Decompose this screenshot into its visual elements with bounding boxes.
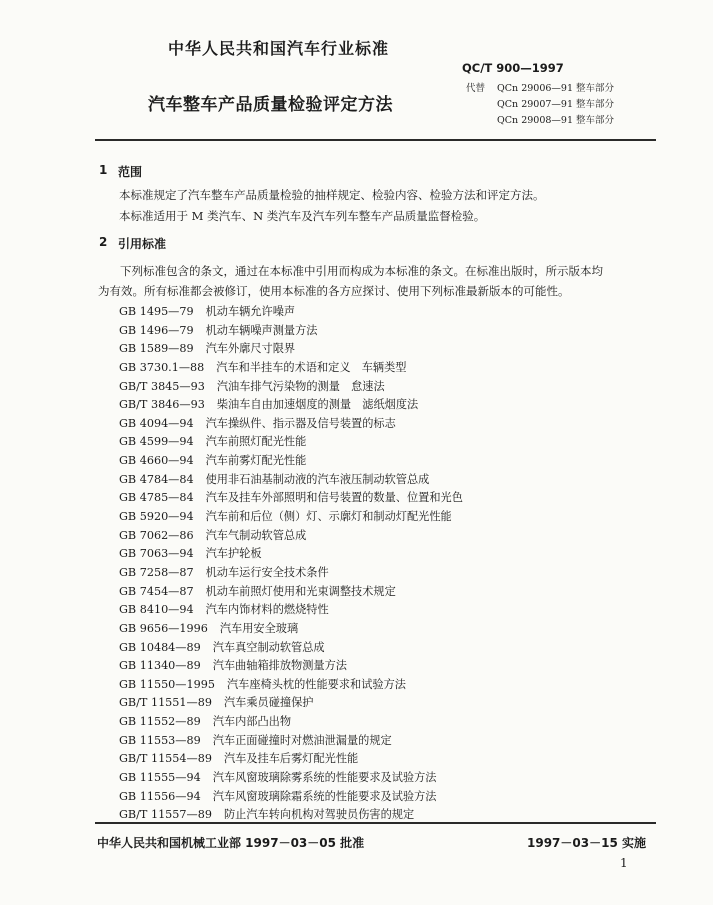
reference-item — [119, 359, 463, 378]
reference-title: 汽车气制动软管总成 — [205, 528, 307, 542]
reference-item — [119, 471, 463, 490]
reference-item — [119, 340, 463, 359]
reference-code: GB/T 3845—93 — [119, 379, 205, 393]
reference-code: GB 7062—86 — [119, 528, 194, 542]
reference-title: 防止汽车转向机构对驾驶员伤害的规定 — [223, 808, 415, 822]
reference-item — [119, 415, 463, 434]
reference-title: 机动车前照灯使用和光束调整技术规定 — [205, 584, 396, 598]
reference-title: 柴油车自由加速烟度的测量 滤纸烟度法 — [216, 398, 419, 412]
reference-item — [119, 433, 463, 452]
reference-item — [119, 769, 463, 788]
replaced-standard: QCn 29006—91 整车部分 — [497, 83, 615, 94]
reference-code: GB 1495—79 — [119, 305, 194, 318]
reference-code: GB 4599—94 — [119, 435, 194, 449]
reference-item — [119, 527, 463, 546]
reference-title: 汽车前和后位（侧）灯、示廓灯和制动灯配光性能 — [205, 510, 452, 524]
reference-code: GB 7063—94 — [119, 547, 194, 561]
reference-item — [119, 396, 463, 415]
reference-item — [119, 303, 463, 322]
reference-title: 汽车外廓尺寸限界 — [205, 342, 296, 356]
reference-item — [119, 694, 463, 713]
reference-list — [119, 303, 463, 825]
scope-paragraph: 本标准规定了汽车整车产品质量检验的抽样规定、检验内容、检验方法和评定方法。 — [119, 188, 545, 202]
header-divider — [95, 139, 656, 141]
reference-item — [119, 601, 463, 620]
reference-code: GB 5920—94 — [119, 510, 194, 524]
reference-code: GB 1589—89 — [119, 342, 194, 356]
reference-item — [119, 750, 463, 769]
reference-code: GB 1496—79 — [119, 323, 194, 337]
standard-category: 中华人民共和国汽车行业标准 — [168, 39, 390, 58]
reference-title: 汽车前雾灯配光性能 — [205, 454, 307, 468]
replaced-standard: QCn 29007—91 整车部分 — [497, 99, 615, 110]
references-intro: 下列标准包含的条文，通过在本标准中引用而构成为本标准的条文。在标准出版时，所示版本均 — [120, 264, 603, 278]
reference-code: GB 9656—1996 — [119, 621, 208, 635]
reference-code: GB 11553—89 — [119, 733, 201, 747]
reference-title: 汽车风窗玻璃除雾系统的性能要求及试验方法 — [212, 771, 437, 785]
reference-title: 机动车辆噪声测量方法 — [205, 323, 318, 337]
replaced-standard: QCn 29008—91 整车部分 — [497, 115, 615, 126]
reference-code: GB 7454—87 — [119, 584, 194, 598]
reference-title: 汽车曲轴箱排放物测量方法 — [212, 659, 347, 673]
reference-item — [119, 657, 463, 676]
reference-code: GB 11340—89 — [119, 659, 201, 673]
replaces-label: 代替 — [466, 83, 486, 94]
reference-title: 使用非石油基制动液的汽车液压制动软管总成 — [205, 472, 430, 486]
reference-title: 汽车乘员碰撞保护 — [223, 696, 314, 710]
reference-title: 汽车内饰材料的燃烧特性 — [205, 603, 329, 617]
reference-title: 汽车前照灯配光性能 — [205, 435, 307, 449]
reference-item — [119, 378, 463, 397]
reference-title: 汽车用安全玻璃 — [219, 621, 299, 635]
page-number: 1 — [620, 856, 628, 870]
effective-date: 1997－03－15 实施 — [527, 836, 646, 850]
reference-code: GB 11552—89 — [119, 715, 201, 729]
standard-code: QC/T 900—1997 — [462, 61, 564, 75]
reference-item — [119, 452, 463, 471]
reference-item — [119, 639, 463, 658]
reference-code: GB/T 3846—93 — [119, 398, 205, 412]
reference-code: GB/T 11551—89 — [119, 696, 212, 710]
reference-title: 机动车辆允许噪声 — [205, 305, 296, 318]
reference-code: GB 4785—84 — [119, 491, 194, 505]
reference-item — [119, 322, 463, 341]
reference-item — [119, 508, 463, 527]
reference-title: 汽车护轮板 — [205, 547, 262, 561]
reference-item — [119, 620, 463, 639]
section-title-scope: 范围 — [118, 165, 143, 179]
reference-item — [119, 564, 463, 583]
standard-title: 汽车整车产品质量检验评定方法 — [148, 95, 393, 115]
section-title-references: 引用标准 — [118, 237, 167, 251]
reference-code: GB 4660—94 — [119, 454, 194, 468]
footer-divider — [95, 822, 656, 824]
reference-code: GB 11550—1995 — [119, 677, 215, 691]
reference-code: GB 4094—94 — [119, 416, 194, 430]
reference-item — [119, 713, 463, 732]
reference-code: GB 8410—94 — [119, 603, 194, 617]
approval-line: 中华人民共和国机械工业部 1997－03－05 批准 — [97, 836, 365, 850]
reference-item — [119, 788, 463, 807]
reference-title: 汽车及挂车后雾灯配光性能 — [223, 752, 359, 766]
reference-title: 汽车操纵件、指示器及信号装置的标志 — [205, 416, 396, 430]
reference-title: 汽车和半挂车的术语和定义 车辆类型 — [216, 360, 407, 374]
reference-title: 汽车内部凸出物 — [212, 715, 292, 729]
references-intro: 为有效。所有标准都会被修订，使用本标准的各方应探讨、使用下列标准最新版本的可能性。 — [98, 284, 570, 298]
reference-title: 机动车运行安全技术条件 — [205, 565, 329, 579]
scope-paragraph: 本标准适用于 M 类汽车、N 类汽车及汽车列车整车产品质量监督检验。 — [119, 209, 486, 223]
reference-item — [119, 732, 463, 751]
reference-item — [119, 489, 463, 508]
reference-code: GB/T 11557—89 — [119, 808, 212, 822]
reference-title: 汽车真空制动软管总成 — [212, 640, 325, 654]
reference-item — [119, 545, 463, 564]
reference-title: 汽车正面碰撞时对燃油泄漏量的规定 — [212, 733, 392, 747]
reference-code: GB/T 11554—89 — [119, 752, 212, 766]
section-number: 2 — [99, 235, 108, 249]
reference-title: 汽车风窗玻璃除霜系统的性能要求及试验方法 — [212, 789, 437, 803]
reference-code: GB 11555—94 — [119, 771, 201, 785]
reference-code: GB 10484—89 — [119, 640, 201, 654]
reference-code: GB 3730.1—88 — [119, 360, 205, 374]
reference-code: GB 4784—84 — [119, 472, 194, 486]
section-number: 1 — [99, 163, 108, 177]
reference-code: GB 7258—87 — [119, 565, 194, 579]
reference-title: 汽车及挂车外部照明和信号装置的数量、位置和光色 — [205, 491, 463, 505]
reference-code: GB 11556—94 — [119, 789, 201, 803]
reference-title: 汽车座椅头枕的性能要求和试验方法 — [226, 677, 406, 691]
reference-title: 汽油车排气污染物的测量 怠速法 — [216, 379, 385, 393]
reference-item — [119, 583, 463, 602]
reference-item — [119, 676, 463, 695]
